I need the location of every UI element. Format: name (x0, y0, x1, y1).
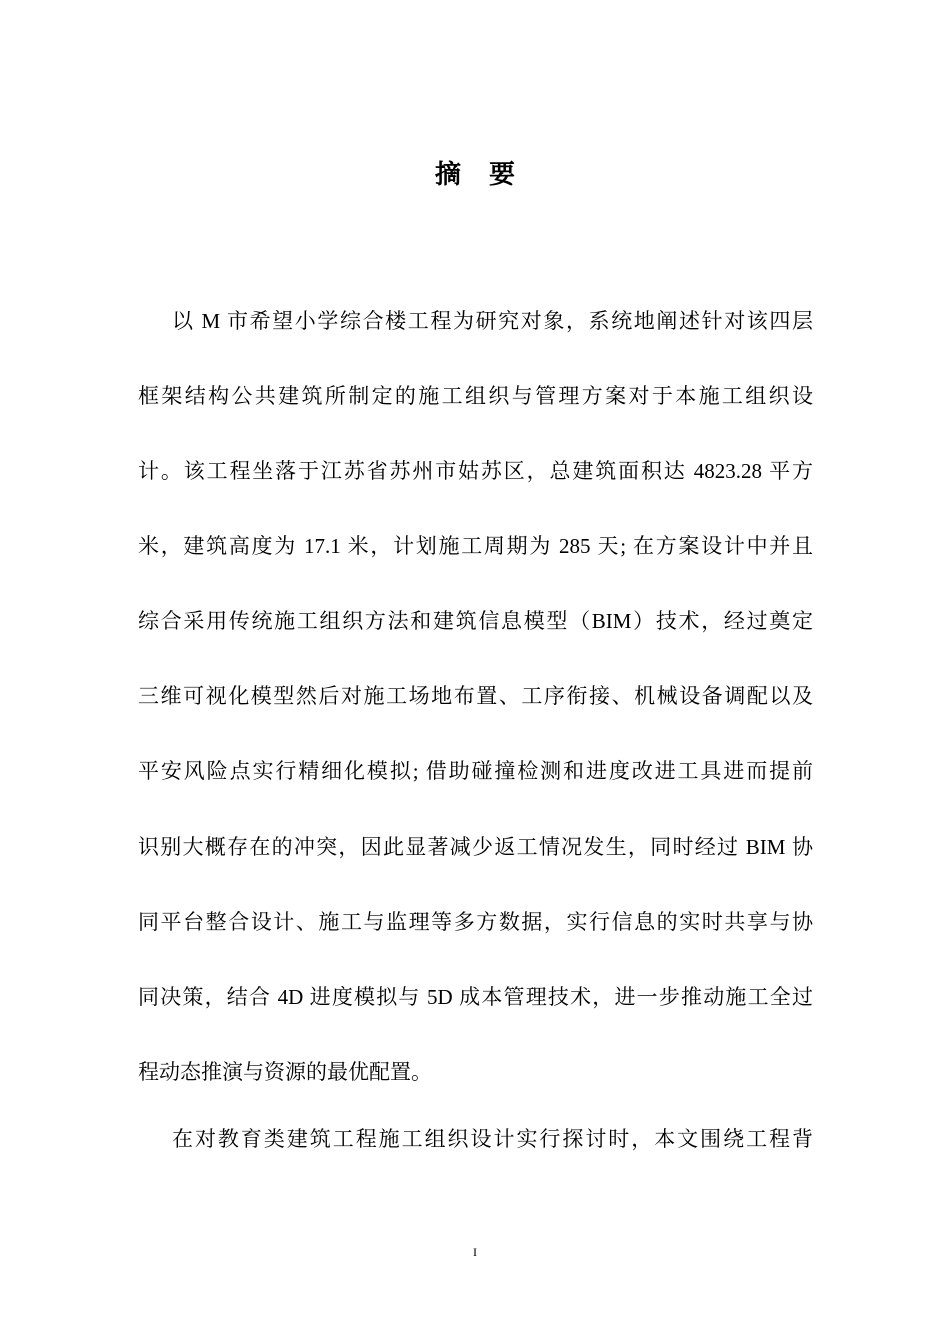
paragraph-line: 框架结构公共建筑所制定的施工组织与管理方案对于本施工组织设 (138, 384, 813, 408)
paragraph-line: 以 M 市希望小学综合楼工程为研究对象，系统地阐述针对该四层 (172, 309, 813, 333)
page-number: I (473, 1245, 477, 1259)
abstract-title: 摘要 (434, 160, 543, 190)
paragraph-line: 程动态推演与资源的最优配置。 (138, 1060, 432, 1084)
paragraph-line: 综合采用传统施工组织方法和建筑信息模型（BIM）技术，经过奠定 (138, 609, 813, 633)
paragraph-line: 米，建筑高度为 17.1 米，计划施工周期为 285 天; 在方案设计中并且 (138, 534, 813, 558)
paragraph-line: 三维可视化模型然后对施工场地布置、工序衔接、机械设备调配以及 (138, 684, 813, 708)
paragraph-line: 在对教育类建筑工程施工组织设计实行探讨时，本文围绕工程背 (172, 1127, 813, 1151)
paragraph-line: 计。该工程坐落于江苏省苏州市姑苏区，总建筑面积达 4823.28 平方 (138, 459, 813, 483)
paragraph-line: 识别大概存在的冲突，因此显著减少返工情况发生，同时经过 BIM 协 (138, 835, 813, 859)
paragraph-line: 同决策，结合 4D 进度模拟与 5D 成本管理技术，进一步推动施工全过 (138, 985, 813, 1009)
paragraph-line: 平安风险点实行精细化模拟; 借助碰撞检测和进度改进工具进而提前 (138, 759, 813, 783)
paragraph-line: 同平台整合设计、施工与监理等多方数据，实行信息的实时共享与协 (138, 910, 813, 934)
